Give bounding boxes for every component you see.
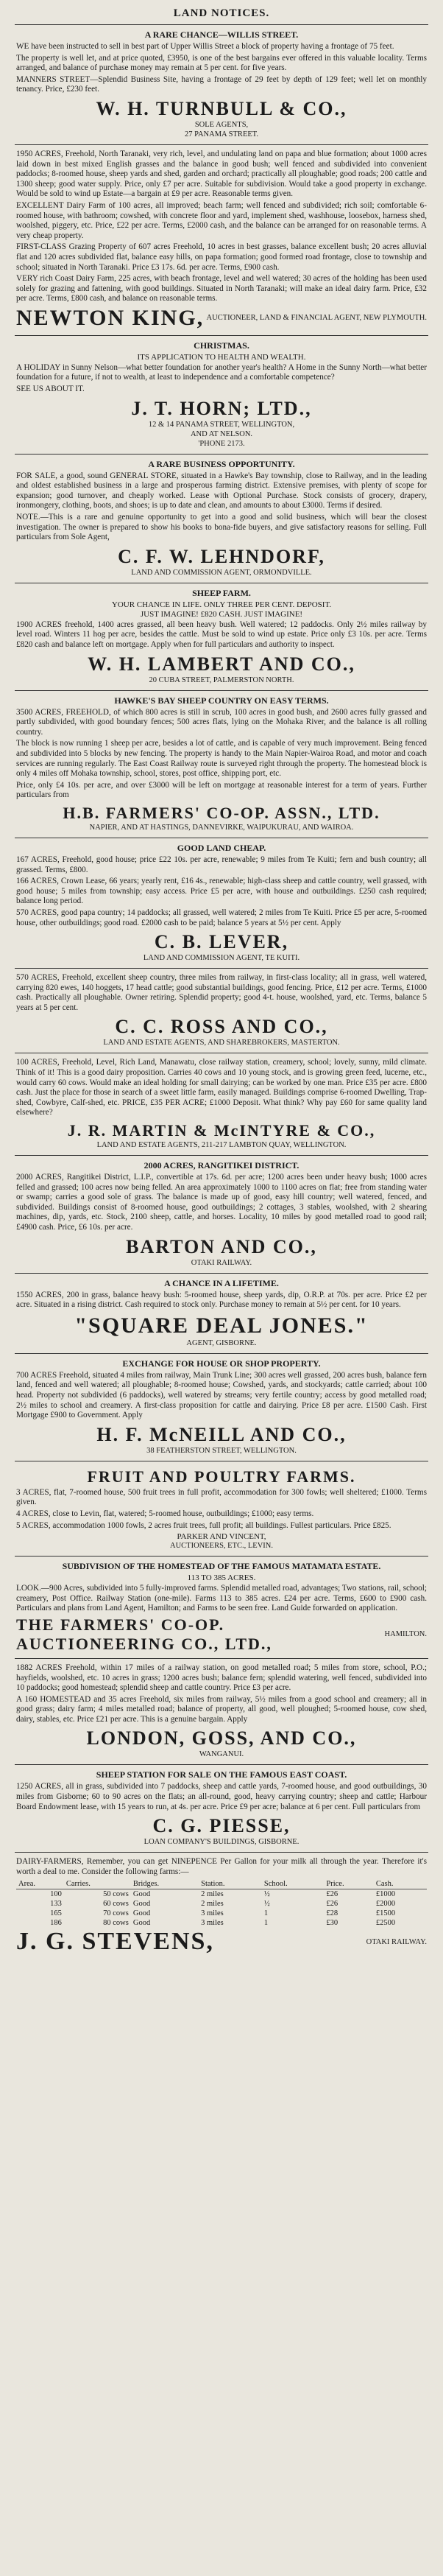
table-row bbox=[16, 1889, 427, 1900]
ad-paragraph: NOTE.—This is a rare and genuine opportunity to get into a good and solid business, which will bear the closest investigation. The owner is prepared to show his books to bona-fide buyers, and give satisfactory reasons for selling. Full particulars from Sole Agent, bbox=[16, 513, 427, 542]
table-header: School. bbox=[262, 1879, 324, 1889]
ad-hawkes-bay-sheep bbox=[15, 690, 428, 838]
ad-paragraph: FOR SALE, a good, sound GENERAL STORE, situated in a Hawke's Bay township, close to Railway, and in the leading and oldest established business in a large and prosperous farming district. Extensive premises, with plenty of scope for expansion; good turnover, and cheaply worked. Lease with Optional Purchase. Stock consists of grocery, drapery, ironmongery, clothing, boots, and shoes; is up to date and clean, and amounts to about £3000. Terms if desired. bbox=[16, 471, 427, 510]
ad-north-taranaki bbox=[15, 144, 428, 335]
table-cell: £28 bbox=[326, 1909, 339, 1918]
table-row bbox=[16, 1899, 427, 1909]
ad-subheading: 113 TO 385 ACRES. bbox=[187, 1573, 256, 1583]
ad-paragraph: The property is well let, and at price quoted, £3950, is one of the best bargains ever offered in this valuable locality. Terms arranged, and balance of purchase money may remain at 5 per cent. for five years. bbox=[16, 53, 427, 73]
agent-line: 27 PANAMA STREET. bbox=[184, 130, 259, 138]
agent-block bbox=[16, 306, 427, 331]
table-cell: Good bbox=[132, 1909, 151, 1918]
table-cell: £2500 bbox=[375, 1919, 396, 1928]
ad-paragraph: DAIRY-FARMERS, Remember, you can get NINEPENCE Per Gallon for your milk all through the year. Therefore it's worth a deal to me. Consider the following farms:— bbox=[16, 1857, 427, 1876]
ad-paragraph: 2000 ACRES, Rangitikei District, L.I.P., convertible at 17s. 6d. per acre; 1200 acres been under heavy bush; 1000 acres felled and grassed; 100 acres now being felled. An area approximately 1000 to 1100 acres on flat; free from standing water or swamp; carries a good sole of grass. The balance is made up of good, easy hill country; well watered, fenced, and subdivided. Buildings consist of 8-roomed house, good outbuildings; 2 cottages, 3 stables, woolshed, with 2 shearing machines, dip, yards, etc. Stock, 2100 sheep, cattle, and horses. Locality, 10 miles by good metalled road to good rail; £4900 cash. Price, £6 10s. per acre. bbox=[16, 1173, 427, 1232]
ad-paragraph: 3 ACRES, flat, 7-roomed house, 500 fruit trees in full profit, accommodation for 300 fowls; well sheltered; £1000. Terms given. bbox=[16, 1487, 427, 1507]
table-header: Price. bbox=[324, 1879, 373, 1889]
agent-line: 12 & 14 PANAMA STREET, WELLINGTON, bbox=[148, 420, 295, 429]
agent-name: PARKER AND VINCENT, bbox=[177, 1532, 266, 1542]
ad-rangitikei bbox=[15, 1155, 428, 1273]
agent-line: 38 FEATHERSTON STREET, WELLINGTON. bbox=[146, 1446, 297, 1455]
agent-name: J. G. STEVENS, bbox=[16, 1928, 214, 1956]
ad-paragraph: 5 ACRES, accommodation 1000 fowls, 2 acres fruit trees, full profit; all buildings. Fullest particulars. Price £825. bbox=[16, 1520, 391, 1530]
ad-paragraph: LOOK.—900 Acres, subdivided into 5 fully-improved farms. Splendid metalled road, advantages; Two stations, rail, school; creamery, Post Office. Railway Station (one-mile). Farms 113 to 385 acres. £24 per acre. Terms, £600 to £900 cash. Particulars and plans from Land Agent, Hamilton; and Farms to be seen free. Land Guide forwarded on application. bbox=[16, 1584, 427, 1613]
table-cell: £1000 bbox=[375, 1890, 396, 1899]
table-header: Carries. bbox=[64, 1879, 131, 1889]
ad-business-opportunity bbox=[15, 454, 428, 583]
ad-paragraph: 4 ACRES, close to Levin, flat, watered; 5-roomed house, outbuildings; £1000; easy terms. bbox=[16, 1509, 314, 1518]
table-cell: ½ bbox=[263, 1900, 270, 1909]
ad-heading: A RARE CHANCE—WILLIS STREET. bbox=[144, 29, 299, 40]
table-cell: 133 bbox=[50, 1900, 62, 1909]
table-cell: 100 bbox=[50, 1890, 62, 1899]
ad-paragraph: WE have been instructed to sell in best part of Upper Willis Street a block of property having a frontage of 75 feet. bbox=[16, 42, 394, 51]
farms-table bbox=[16, 1879, 427, 1928]
agent-line: SOLE AGENTS, bbox=[194, 120, 249, 129]
ad-paragraph: FIRST-CLASS Grazing Property of 607 acres Freehold, 10 acres in best grasses, balance excellent bush; 20 acres alluvial flat and 120 acres subdivided flat, balance easy hills, on papa formation; good formed road frontage, close to township and school; situated in North Taranaki. Price £3 17s. 6d. per acre. Terms, £900 cash. bbox=[16, 242, 427, 272]
ad-heading: FRUIT AND POULTRY FARMS. bbox=[87, 1467, 356, 1486]
ad-heading: HAWKE'S BAY SHEEP COUNTRY ON EASY TERMS. bbox=[114, 695, 329, 706]
agent-name: H. F. McNEILL AND CO., bbox=[96, 1423, 347, 1445]
ad-manawatu-dairy bbox=[15, 1053, 428, 1155]
table-cell: Good bbox=[132, 1890, 151, 1899]
ad-paragraph: 1250 ACRES, all in grass, subdivided into 7 paddocks, sheep and cattle yards, 7-roomed house, and good outbuildings, 30 miles from Gisborne; 60 to 90 acres on the flats; an all-round, good, heavy carrying country; sheep and cattle; Harbour Board Endowment lease, with 15 years to run, at 4s. per acre. Price £9 per acre; balance at 6 per cent. Full particulars from bbox=[16, 1782, 427, 1811]
table-header: Station. bbox=[199, 1879, 262, 1889]
agent-line: 20 CUBA STREET, PALMERSTON NORTH. bbox=[149, 675, 294, 684]
table-cell: 2 miles bbox=[201, 1890, 224, 1899]
agent-name: J. T. HORN; LTD., bbox=[131, 397, 312, 419]
ad-heading: A RARE BUSINESS OPPORTUNITY. bbox=[148, 458, 295, 469]
page-title: LAND NOTICES. bbox=[173, 7, 270, 19]
ad-paragraph: MANNERS STREET—Splendid Business Site, having a frontage of 29 feet by depth of 129 feet; well let on monthly tenancy. Price, £230 feet. bbox=[16, 74, 427, 94]
table-cell: £26 bbox=[326, 1900, 339, 1909]
agent-line: 'PHONE 2173. bbox=[198, 439, 245, 448]
ad-heading: CHRISTMAS. bbox=[194, 340, 249, 351]
ad-paragraph: A HOLIDAY in Sunny Nelson—what better foundation for another year's health? A Home in the Sunny North—what better foundation for a future, if not to wealth, at least to independence and a comfortable competence? bbox=[16, 362, 427, 382]
agent-block bbox=[16, 1615, 427, 1654]
agent-line: LAND AND COMMISSION AGENT, ORMONDVILLE. bbox=[131, 568, 312, 577]
ad-paragraph: 1550 ACRES, 200 in grass, balance heavy bush: 5-roomed house, sheep yards, dip, O.R.P. at 70s. per acre. Price £2 per acre. Situated in a rising district. Cash required to stock only. Purchase money to remain at 5½ per cent. for 10 years. bbox=[16, 1290, 427, 1310]
table-cell: £1500 bbox=[375, 1909, 396, 1918]
table-cell: 60 cows bbox=[103, 1900, 129, 1909]
agent-block bbox=[16, 1928, 427, 1956]
table-row bbox=[16, 1909, 427, 1918]
agent-line: OTAKI RAILWAY. bbox=[366, 1937, 427, 1946]
agent-line: HAMILTON. bbox=[384, 1630, 427, 1639]
table-cell: Good bbox=[132, 1900, 151, 1909]
table-cell: Good bbox=[132, 1919, 151, 1928]
ad-paragraph: The block is now running 1 sheep per acre, besides a lot of cattle, and is capable of very much improvement. Being fenced and subdivided into 5 blocks by new fencing. The property is handy to the Main Napier-Wairoa Road, and motor and coach services are running regularly. The East Coast Railway route is surveyed right through the property. The homestead block is only 4 miles off Mohaka township, school, stores, post office, shipping port, etc. bbox=[16, 739, 427, 779]
table-cell: £2000 bbox=[375, 1900, 396, 1909]
ad-heading: SUBDIVISION OF THE HOMESTEAD OF THE FAMOUS MATAMATA ESTATE. bbox=[62, 1561, 381, 1572]
agent-name: LONDON, GOSS, AND CO., bbox=[86, 1727, 357, 1749]
agent-line: AND AT NELSON. bbox=[190, 429, 253, 438]
agent-name: W. H. TURNBULL & CO., bbox=[96, 97, 347, 119]
table-cell: 3 miles bbox=[201, 1919, 224, 1928]
ad-dairy-farmers bbox=[15, 1852, 428, 1960]
ad-good-land-cheap bbox=[15, 838, 428, 968]
agent-name: C. B. LEVER, bbox=[154, 931, 289, 953]
ad-paragraph: 167 ACRES, Freehold, good house; price £22 10s. per acre, renewable; 9 miles from Te Kuiti; fern and bush country; all grassed. Terms, £800. bbox=[16, 854, 427, 874]
ad-subheading: JUST IMAGINE! £820 CASH. JUST IMAGINE! bbox=[140, 609, 303, 619]
ad-heading: SHEEP STATION FOR SALE ON THE FAMOUS EAST COAST. bbox=[96, 1769, 347, 1780]
ad-heading: GOOD LAND CHEAP. bbox=[177, 842, 266, 853]
table-cell: £26 bbox=[326, 1890, 339, 1899]
agent-name: C. C. ROSS AND CO., bbox=[115, 1016, 328, 1038]
table-cell: ½ bbox=[263, 1890, 270, 1899]
ad-christmas bbox=[15, 335, 428, 454]
table-header: Cash. bbox=[374, 1879, 427, 1889]
ad-subheading: ITS APPLICATION TO HEALTH AND WEALTH. bbox=[137, 352, 306, 362]
ad-willis-street bbox=[15, 24, 428, 144]
ad-paragraph: 166 ACRES, Crown Lease, 66 years; yearly rent, £16 4s., renewable; high-class sheep and cattle country, well grassed, with good house; 5 miles from township; easy access. Price £5 per acre, with house and outbuildings. £250 cash required; balance long period. bbox=[16, 877, 427, 906]
ad-wanganui bbox=[15, 1658, 428, 1765]
table-header: Area. bbox=[16, 1879, 64, 1889]
ad-paragraph: 1882 ACRES Freehold, within 17 miles of a railway station, on good metalled road; 5 miles from store, school, P.O.; hayfields, woolshed, etc. 10 acres in grass; 1200 acres bush; balance fern; splendid watering, well fenced, subdivided into 10 paddocks; good homestead; splendid sheep and cattle country. Price £3 per acre. bbox=[16, 1663, 427, 1693]
ad-masterton-sheep bbox=[15, 968, 428, 1053]
ad-fruit-poultry bbox=[15, 1461, 428, 1556]
ad-paragraph: Price, only £4 10s. per acre, and over £3000 will be left on mortgage at reasonable interest for a term of years. Further particulars from bbox=[16, 780, 427, 800]
agent-line: LAND AND COMMISSION AGENT, TE KUITI. bbox=[143, 954, 300, 963]
agent-line: LAND AND ESTATE AGENTS, 211-217 LAMBTON QUAY, WELLINGTON. bbox=[96, 1141, 347, 1150]
ad-paragraph: 1950 ACRES, Freehold, North Taranaki, very rich, level, and undulating land on papa and blue formation; about 1000 acres laid down in best mixed English grasses and the balance in good bush; well fenced and subdivided into convenient paddocks; 8-roomed house, sheep yards and shed, garden and orchard; practically all ploughable; good roads; 200 cattle and 1300 sheep; good water supply. Price, only £7 per acre. Suitable for subdivision. Would take a good property in exchange. Would be sold to wind up Estate—a bargain at £9 per acre. Reasonable terms given. bbox=[16, 149, 427, 199]
ad-paragraph: VERY rich Coast Dairy Farm, 225 acres, with beach frontage, level and well watered; 30 acres of the holding has been used solely for grazing and fattening, with good buildings. Situated in North Taranaki; will make an ideal dairy farm. Price, £32 per acre. Terms, £800 cash, and balance on reasonable terms. bbox=[16, 274, 427, 303]
ad-heading: 2000 ACRES, RANGITIKEI DISTRICT. bbox=[143, 1160, 300, 1171]
agent-name: NEWTON KING, bbox=[16, 305, 205, 330]
table-cell: 1 bbox=[263, 1909, 269, 1918]
ad-east-coast-station bbox=[15, 1764, 428, 1852]
agent-name: H.B. FARMERS' CO-OP. ASSN., LTD. bbox=[63, 803, 380, 822]
ad-subheading: YOUR CHANCE IN LIFE. ONLY THREE PER CENT. DEPOSIT. bbox=[111, 600, 332, 609]
ad-matamata bbox=[15, 1556, 428, 1658]
land-notices-page bbox=[15, 0, 428, 2576]
agent-line: AUCTIONEER, LAND & FINANCIAL AGENT, NEW PLYMOUTH. bbox=[206, 314, 427, 323]
ad-paragraph: 570 ACRES, good papa country; 14 paddocks; all grassed, well watered; 2 miles from Te Kuiti. Price £5 per acre, 5-roomed house, other outbuildings; good road. £2000 cash to be paid; balance 5 years at 5½ per cent. Apply bbox=[16, 908, 427, 927]
agent-name: W. H. LAMBERT AND CO., bbox=[88, 653, 355, 675]
agent-line: OTAKI RAILWAY. bbox=[191, 1258, 252, 1267]
agent-line: WANGANUI. bbox=[199, 1750, 244, 1759]
ad-heading: EXCHANGE FOR HOUSE OR SHOP PROPERTY. bbox=[122, 1358, 321, 1369]
ad-paragraph: 1900 ACRES freehold, 1400 acres grassed, all been heavy bush. Well watered; 12 paddocks. Only 2½ miles railway by level road. Winters 11 hog per acre, besides the cattle. Must be sold to wind up estate. Price only £3 10s. per acre. Terms £820 cash and balance left on mortgage. Apply when for full particulars and authority to inspect. bbox=[16, 620, 427, 649]
ad-paragraph: SEE US ABOUT IT. bbox=[16, 385, 85, 394]
table-cell: £30 bbox=[326, 1919, 339, 1928]
ad-paragraph: 700 ACRES Freehold, situated 4 miles from railway, Main Trunk Line; 300 acres well grassed, 200 acres bush, balance fern land, fenced and well watered; all ploughable; 8-roomed house; Cowshed, yards, and stockyards; cattle carried; about 100 head. Property not subdivided (6 paddocks), well watered by streams; very fertile country; access by good metalled road; 2½ miles to school and creamery. A first-class proposition for cattle and dairying. Price £8 per acre. £1500 Cash. First Mortgage £900 to Government. Apply bbox=[16, 1370, 427, 1420]
agent-name: J. R. MARTIN & McINTYRE & CO., bbox=[67, 1121, 376, 1140]
table-cell: 1 bbox=[263, 1919, 269, 1928]
table-row bbox=[16, 1918, 427, 1928]
ad-paragraph: 570 ACRES, Freehold, excellent sheep country, three miles from railway, in first-class locality; all in grass, well watered, carrying 820 ewes, 140 hoggets, 17 head cattle; good substantial buildings, good fencing. Price, £12 per acre. Terms, £1000 cash. Practically all ploughable. Owner retiring. Splendid property; good 4-t. house, woolshed, yard, etc. Terms, balance 5 years at 5 per cent. bbox=[16, 973, 427, 1012]
ad-heading: A CHANCE IN A LIFETIME. bbox=[164, 1277, 279, 1288]
agent-name: BARTON AND CO., bbox=[126, 1235, 317, 1257]
table-cell: 2 miles bbox=[201, 1900, 224, 1909]
ad-sheep-farm bbox=[15, 583, 428, 690]
agent-name: "SQUARE DEAL JONES." bbox=[74, 1313, 369, 1338]
ad-paragraph: EXCELLENT Dairy Farm of 100 acres, all improved; beach farm; well fenced and subdivided; rich soil; comfortable 6-roomed house, with bathroom; cowshed, with concrete floor and yard, implement shed, washhouse, loosebox, harness shed, woolshed, piggery, etc. Price, £22 per acre. Terms, £2000 cash, and the balance can be arranged for on reasonable terms. A very cheap property. bbox=[16, 200, 427, 240]
ad-exchange bbox=[15, 1353, 428, 1461]
agent-name: C. G. PIESSE, bbox=[152, 1815, 291, 1837]
agent-name: C. F. W. LEHNDORF, bbox=[118, 545, 325, 567]
table-cell: 70 cows bbox=[103, 1909, 129, 1918]
table-cell: 165 bbox=[50, 1909, 62, 1918]
agent-name: THE FARMERS' CO-OP. AUCTIONEERING CO., LTD., bbox=[16, 1615, 272, 1653]
ad-paragraph: A 160 HOMESTEAD and 35 acres Freehold, six miles from railway, 5½ miles from a good school and creamery; all in good grass; dairy farm; 4 miles metalled road; balance of property, all good, well ploughed; 5-roomed house, cow shed, dairy, stables, etc. Price £21 per acre. This is a genuine bargain. Apply bbox=[16, 1694, 427, 1724]
table-header: Bridges. bbox=[131, 1879, 199, 1889]
ad-paragraph: 100 ACRES, Freehold, Level, Rich Land, Manawatu, close railway station, creamery, school; lovely, sunny, mild climate. Think of it! This is a good dairy proposition. Carries 40 cows and 10 young stock, and is growing green feed, lucerne, etc., would carry 60 cows. Would make an ideal holding for small dairying; can be worked by one man. Price £35 per acre. £800 cash. Just the place for those in search of a sweet little farm, easily managed. Buildings comprise 6-roomed Dwelling, Trap-shed, Cowbyre, Calf-shed, etc. PRICE, £35 PER ACRE; £1000 Deposit. What think? Why pay £60 for same quality land elsewhere? bbox=[16, 1058, 427, 1117]
table-cell: 80 cows bbox=[103, 1919, 129, 1928]
ad-chance-lifetime bbox=[15, 1273, 428, 1353]
agent-line: LAND AND ESTATE AGENTS, AND SHAREBROKERS, MASTERTON. bbox=[103, 1039, 340, 1047]
table-cell: 186 bbox=[50, 1919, 62, 1928]
table-cell: 3 miles bbox=[201, 1909, 224, 1918]
ad-paragraph: 3500 ACRES, FREEHOLD, of which 800 acres is still in scrub, 100 acres in good bush, and 2600 acres fully grassed and partly subdivided, with good boundary fences; 500 acres flats, lying on the Mohaka River, and the balance is all rolling country. bbox=[16, 707, 427, 737]
agent-line: NAPIER, AND AT HASTINGS, DANNEVIRKE, WAIPUKURAU, AND WAIROA. bbox=[89, 823, 354, 832]
agent-line: AGENT, GISBORNE. bbox=[186, 1338, 257, 1347]
table-cell: 50 cows bbox=[103, 1890, 129, 1899]
agent-line: LOAN COMPANY'S BUILDINGS, GISBORNE. bbox=[143, 1838, 300, 1847]
ad-heading: SHEEP FARM. bbox=[192, 587, 251, 598]
agent-line: AUCTIONEERS, ETC., LEVIN. bbox=[170, 1542, 273, 1551]
